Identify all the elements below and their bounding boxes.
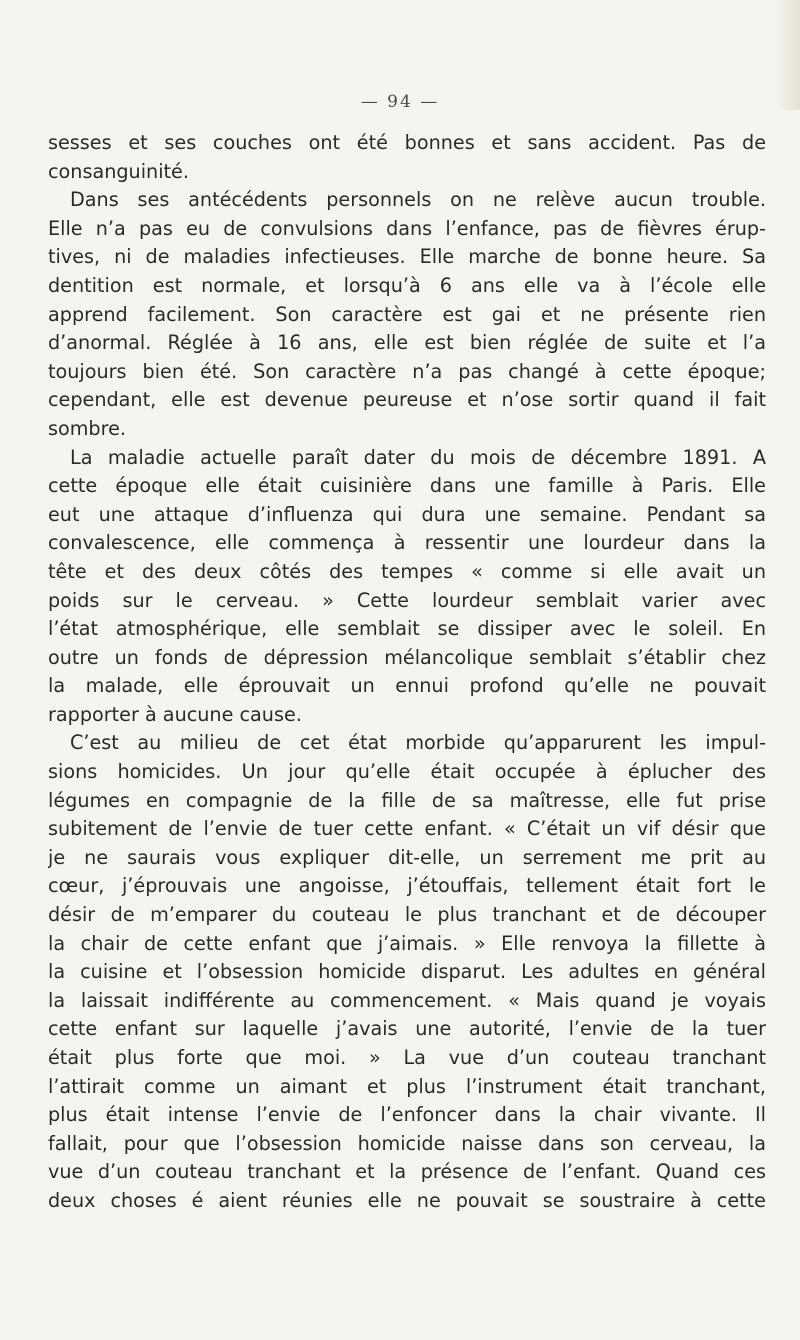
text-line: l’état atmosphérique, elle semblait se dissiper avec le soleil. En [48, 617, 766, 641]
text-line: cette enfant sur laquelle j’avais une autorité, l’envie de la tuer [48, 1017, 766, 1041]
text-line: Elle n’a pas eu de convulsions dans l’enfance, pas de fièvres érup- [48, 216, 766, 240]
text-line: rapporter à aucune cause. [48, 702, 302, 726]
text-line: dentition est normale, et lorsqu’à 6 ans elle va à l’école elle [48, 273, 766, 297]
text-line: légumes en compagnie de la fille de sa maîtresse, elle fut prise [48, 788, 766, 812]
text-line: cependant, elle est devenue peureuse et n’ose sortir quand il fait [48, 388, 766, 412]
text-line: la chair de cette enfant que j’aimais. » Elle renvoya la fillette à [48, 931, 766, 955]
text-line: la cuisine et l’obsession homicide disparut. Les adultes en général [48, 960, 766, 984]
text-line: outre un fonds de dépression mélancolique semblait s’établir chez [48, 645, 766, 669]
text-line: cœur, j’éprouvais une angoisse, j’étouffais, tellement était fort le [48, 874, 766, 898]
text-line: subitement de l’envie de tuer cette enfant. « C’était un vif désir que [48, 817, 766, 841]
text-line: l’attirait comme un aimant et plus l’instrument était tranchant, [48, 1074, 766, 1098]
paragraph-start: Dans ses antécédents personnels on ne relève aucun trouble. [70, 188, 766, 212]
text-line: consanguinité. [48, 159, 189, 183]
text-line: apprend facilement. Son caractère est gai et ne présente rien [48, 302, 766, 326]
text-line: cette époque elle était cuisinière dans une famille à Paris. Elle [48, 474, 766, 498]
text-line: sesses et ses couches ont été bonnes et sans accident. Pas de [48, 131, 766, 154]
text-line: sombre. [48, 416, 126, 440]
text-line: eut une attaque d’influenza qui dura une semaine. Pendant sa [48, 502, 766, 526]
text-line: poids sur le cerveau. » Cette lourdeur semblait varier avec [48, 588, 766, 612]
text-line: était plus forte que moi. » La vue d’un couteau tranchant [48, 1046, 766, 1069]
text-line: sions homicides. Un jour qu’elle était occupée à éplucher des [48, 760, 766, 784]
text-line: toujours bien été. Son caractère n’a pas changé à cette époque; [48, 359, 766, 383]
text-line: désir de m’emparer du couteau le plus tranchant et de découper [48, 903, 766, 927]
body-text [48, 129, 766, 1216]
text-line: la malade, elle éprouvait un ennui profond qu’elle ne pouvait [48, 674, 766, 698]
text-line: la laissait indifférente au commencement. « Mais quand je voyais [48, 988, 766, 1012]
text-line: tives, ni de maladies infectieuses. Elle marche de bonne heure. Sa [48, 245, 766, 269]
text-line: deux choses é aient réunies elle ne pouvait se soustraire à cette [48, 1188, 766, 1212]
text-line: d’anormal. Réglée à 16 ans, elle est bien réglée de suite et l’a [48, 331, 766, 355]
text-line: fallait, pour que l’obsession homicide naisse dans son cerveau, la [48, 1131, 766, 1155]
text-line: convalescence, elle commença à ressentir une lourdeur dans la [48, 531, 766, 555]
page-number: — 94 — [360, 92, 440, 112]
text-line: tête et des deux côtés des tempes « comme si elle avait un [48, 559, 766, 583]
text-line: je ne saurais vous expliquer dit-elle, un serrement me prit au [48, 845, 766, 869]
paragraph-start: C’est au milieu de cet état morbide qu’apparurent les impul- [70, 731, 766, 755]
paragraph-start: La maladie actuelle paraît dater du mois de décembre 1891. A [70, 445, 766, 469]
text-line: plus était intense l’envie de l’enfoncer dans la chair vivante. Il [48, 1103, 766, 1127]
text-line: vue d’un couteau tranchant et la présence de l’enfant. Quand ces [48, 1160, 766, 1184]
